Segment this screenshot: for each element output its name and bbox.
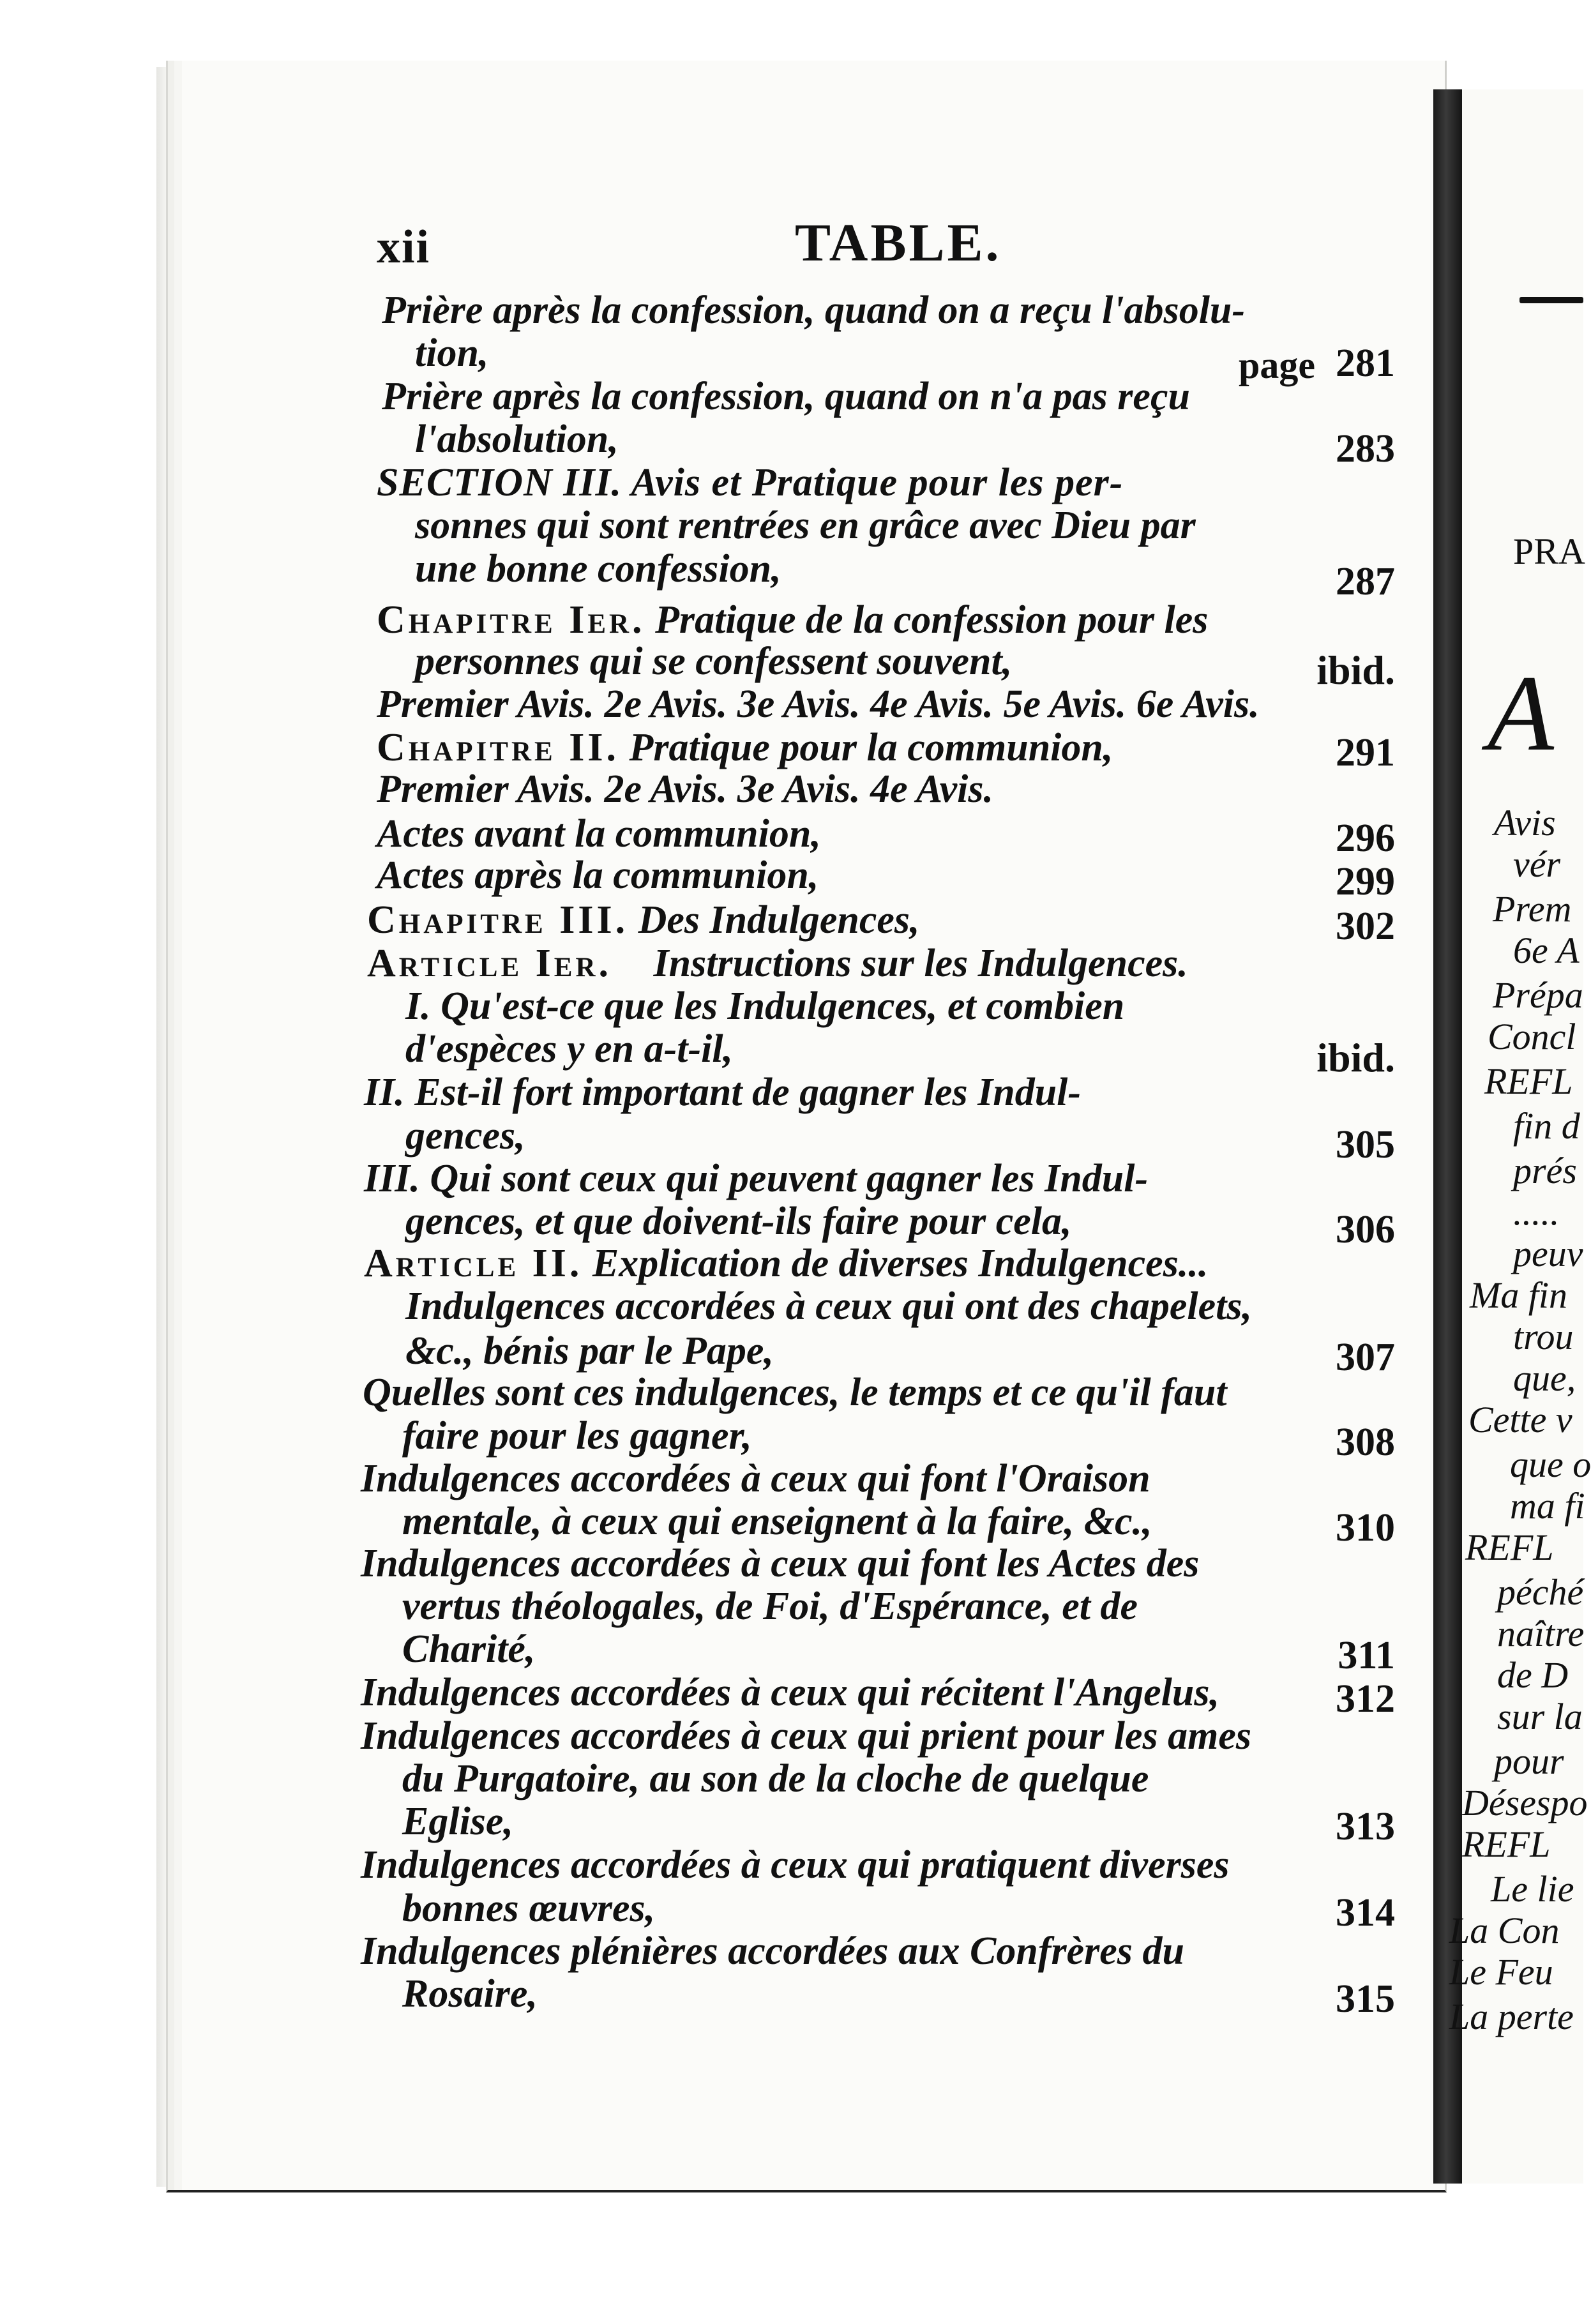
toc-line: Rosaire, [402, 1972, 538, 2016]
page-label: page [1239, 344, 1315, 386]
facing-line: REFL [1484, 1060, 1573, 1102]
page-number: 311 [1338, 1634, 1395, 1677]
facing-line: Cette v [1468, 1399, 1572, 1440]
facing-line: La perte [1449, 1996, 1574, 2037]
toc-line: III. Qui sont ceux qui peuvent gagner les Indul- [364, 1157, 1149, 1200]
facing-heading: PRA [1513, 531, 1585, 572]
toc-line: Actes avant la communion, [377, 812, 821, 856]
page-number: 305 [1336, 1123, 1395, 1166]
facing-line: REFL [1462, 1823, 1551, 1865]
page-number: 281 [1336, 342, 1395, 385]
facing-line: fin d [1513, 1105, 1580, 1147]
facing-line: Le Feu [1449, 1951, 1553, 1993]
toc-line: faire pour les gagner, [402, 1414, 752, 1458]
page-number: 307 [1336, 1336, 1395, 1379]
toc-line: vertus théologales, de Foi, d'Espérance, et de [402, 1585, 1138, 1628]
facing-line: Désespo [1462, 1782, 1588, 1823]
facing-line: 6e A [1513, 930, 1580, 971]
toc-line: I. Qu'est-ce que les Indulgences, et combien [405, 985, 1125, 1028]
toc-line: Indulgences accordées à ceux qui pratiquent diverses [361, 1843, 1230, 1887]
toc-line: Indulgences accordées à ceux qui font l'Oraison [361, 1457, 1150, 1500]
page-title: TABLE. [795, 213, 1002, 273]
toc-line: l'absolution, [415, 418, 619, 461]
toc-text: Instructions sur les Indulgences. [653, 942, 1188, 985]
toc-text: Pratique pour la communion, [629, 726, 1113, 769]
facing-line: La Con [1449, 1910, 1560, 1951]
toc-text: Pratique de la confession pour les [655, 598, 1209, 642]
page-folio: xii [377, 221, 431, 273]
facing-line: vér [1513, 843, 1561, 885]
page-number: ibid. [1316, 1035, 1395, 1080]
facing-line: pour [1494, 1740, 1564, 1782]
page-number: 314 [1336, 1891, 1395, 1935]
article-label: Article Ier. [367, 942, 612, 985]
toc-line: une bonne confession, [415, 547, 781, 591]
toc-line: II. Est-il fort important de gagner les Indul- [364, 1071, 1082, 1114]
page-number: 313 [1336, 1805, 1395, 1848]
facing-drop-cap: A [1488, 653, 1554, 773]
facing-line: péché [1497, 1571, 1584, 1613]
facing-line: que, [1513, 1357, 1576, 1399]
page-number: 308 [1336, 1421, 1395, 1464]
toc-line: Indulgences accordées à ceux qui récitent l'Angelus, [361, 1671, 1220, 1714]
page-number: 312 [1336, 1677, 1395, 1721]
toc-line: gences, [405, 1114, 525, 1158]
toc-line: Quelles sont ces indulgences, le temps et ce qu'il faut [363, 1371, 1227, 1414]
chapter-label: Chapitre Ier. [377, 598, 645, 642]
toc-line: Indulgences accordées à ceux qui font les Actes des [361, 1542, 1200, 1585]
toc-line: &c., bénis par le Pape, [405, 1329, 774, 1373]
facing-line: Prépa [1493, 974, 1583, 1016]
toc-line [364, 1244, 1208, 1283]
facing-line: de D [1497, 1654, 1569, 1696]
page-number: 299 [1336, 860, 1395, 903]
toc-text: Explication de diverses Indulgences... [592, 1242, 1209, 1285]
toc-line: SECTION III. Avis et Pratique pour les per- [377, 461, 1124, 504]
page-number: 306 [1336, 1208, 1395, 1251]
toc-line: personnes qui se confessent souvent, [415, 640, 1013, 683]
toc-line: bonnes œuvres, [402, 1887, 656, 1930]
toc-line: Eglise, [402, 1800, 513, 1843]
page-number: 302 [1336, 905, 1395, 948]
toc-line [367, 944, 1188, 983]
toc-line: Indulgences plénières accordées aux Confrères du [361, 1929, 1184, 1973]
toc-line: Prière après la confession, quand on a reçu l'absolu- [382, 289, 1246, 332]
page-number: ibid. [1316, 647, 1395, 693]
facing-line: ..... [1513, 1191, 1560, 1233]
toc-line: gences, et que doivent-ils faire pour cela, [405, 1200, 1072, 1243]
facing-line: Concl [1488, 1016, 1576, 1057]
toc-line: du Purgatoire, au son de la cloche de quelque [402, 1757, 1149, 1800]
toc-line: Actes après la communion, [377, 854, 819, 897]
page-number: 287 [1336, 560, 1395, 603]
facing-line: sur la [1497, 1696, 1583, 1737]
page-number: 291 [1336, 731, 1395, 774]
facing-line: peuv [1513, 1233, 1583, 1274]
page-number: 315 [1336, 1977, 1395, 2021]
toc-line [377, 728, 1113, 767]
facing-line: Le lie [1491, 1868, 1574, 1910]
toc-line: tion, [415, 331, 489, 375]
chapter-label: Chapitre III. [367, 898, 629, 942]
facing-line: ma fi [1510, 1485, 1585, 1527]
facing-line: naître [1497, 1613, 1585, 1654]
facing-line: Avis [1494, 802, 1556, 843]
toc-line: Premier Avis. 2e Avis. 3e Avis. 4e Avis. [377, 767, 993, 811]
toc-text: Des Indulgences, [638, 898, 920, 942]
facing-line: que o [1510, 1444, 1591, 1485]
toc-line: sonnes qui sont rentrées en grâce avec Dieu par [415, 504, 1196, 547]
toc-line: Indulgences accordées à ceux qui ont des chapelets, [405, 1285, 1253, 1328]
toc-line: Charité, [402, 1627, 536, 1671]
facing-line: trou [1513, 1316, 1574, 1357]
toc-line [377, 600, 1208, 640]
article-label: Article II. [364, 1242, 583, 1285]
toc-line: Indulgences accordées à ceux qui prient pour les ames [361, 1714, 1251, 1758]
chapter-label: Chapitre II. [377, 726, 619, 769]
toc-line: Premier Avis. 2e Avis. 3e Avis. 4e Avis. 5e Avis. 6e Avis. [377, 683, 1260, 726]
toc-line: Prière après la confession, quand on n'a pas reçu [382, 375, 1190, 418]
toc-line: mentale, à ceux qui enseignent à la faire, &c., [402, 1500, 1152, 1543]
page-number: 310 [1336, 1506, 1395, 1550]
page-number: 283 [1336, 427, 1395, 471]
facing-line: Prem [1493, 888, 1572, 930]
facing-line: prés [1513, 1150, 1577, 1191]
facing-line: Ma fin [1470, 1274, 1568, 1316]
facing-line: REFL [1465, 1527, 1554, 1568]
toc-line [367, 900, 919, 940]
page-number: 296 [1336, 817, 1395, 860]
toc-line: d'espèces y en a-t-il, [405, 1027, 734, 1071]
